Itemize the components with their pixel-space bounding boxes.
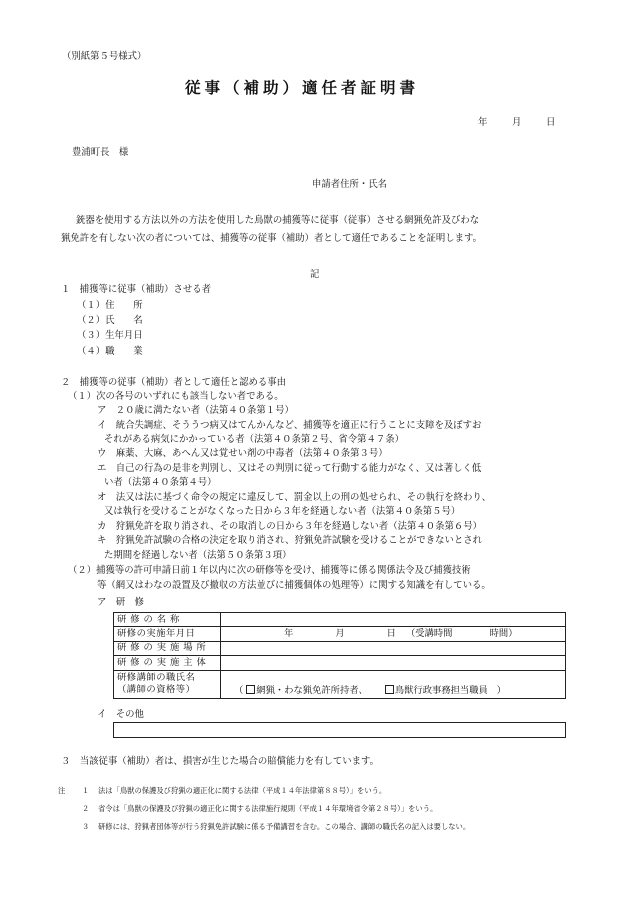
note-1: 法は「鳥獣の保護及び狩猟の適正化に関する法律（平成１４年法律第８８号）」をいう。 [98, 786, 387, 795]
section1-heading: １ 捕獲等に従事（補助）させる者 [61, 284, 212, 295]
other-label: イ その他 [97, 709, 144, 720]
applicant-label: 申請者住所・氏名 [312, 179, 388, 190]
condition-line: それがある病気にかかっている者（法第４０条第２号、省令第４７条） [104, 434, 405, 445]
training-place-label: 研 修 の 実 施 場 所 [114, 641, 221, 655]
intro-line-2: 猟免許を有しない次の者については、捕獲等の従事（補助）者として適任であることを証明します。 [61, 233, 482, 244]
date-month-label: 月 [512, 117, 522, 128]
condition-line: キ 狩猟免許試験の合格の決定を取り消され、狩猟免許試験を受けることができないとされ [97, 535, 482, 546]
instructor-open-paren: （ [234, 684, 244, 696]
condition-line: 又は執行を受けることがなくなった日から３年を経過しない者（法第４０条第５号） [104, 506, 461, 517]
condition-line: ウ 麻薬、大麻、あへん又は覚せい剤の中毒者（法第４０条第３号） [97, 448, 388, 459]
notes-mark: 注 [58, 786, 66, 795]
training-place-field[interactable] [221, 641, 566, 655]
training-date-field[interactable] [221, 627, 566, 641]
instructor-close-paren: ） [496, 684, 507, 696]
section1-item: （１）住 所 [77, 300, 143, 311]
license-holder-checkbox[interactable] [246, 685, 255, 694]
intro-line-1: 銃器を使用する方法以外の方法を使用した鳥獣の捕獲等に従事（従事）させる網猟免許及びわな [76, 215, 480, 226]
training-year-label: 年 [284, 628, 294, 640]
addressee: 豊浦町長 様 [72, 147, 129, 158]
training-label: ア 研 修 [97, 597, 144, 608]
section1-item: （４）職 業 [77, 346, 143, 357]
note-2: 省令は「鳥獣の保護及び狩猟の適正化に関する法律施行規則（平成１４年環境省令第２８号）」をいう。 [98, 804, 438, 813]
note-1-number: １ [82, 786, 90, 795]
condition-line: カ 狩猟免許を取り消され、その取消しの日から３年を経過しない者（法第４０条第６号） [97, 521, 482, 532]
admin-staff-label: 鳥獣行政事務担当職員 [394, 684, 488, 696]
document-title: 従事（補助）適任者証明書 [185, 78, 420, 97]
note-2-number: ２ [82, 804, 90, 813]
admin-staff-checkbox[interactable] [385, 685, 394, 694]
section2-sub2-line2: 等（網又はわなの設置及び撤収の方法並びに捕獲個体の処理等）に関する知識を有している。 [97, 580, 491, 591]
condition-line: た期間を経過しない者（法第５０条第３項） [104, 550, 292, 561]
condition-line: い者（法第４０条第４号） [104, 477, 217, 488]
instructor-label-line1: 研修講師の職氏名 [117, 672, 196, 684]
training-name-label: 研 修 の 名 称 [114, 613, 221, 627]
date-year-label: 年 [478, 117, 488, 128]
section1-item: （２）氏 名 [77, 315, 143, 326]
section2-heading: ２ 捕獲等の従事（補助）者として適任と認める事由 [61, 377, 287, 388]
condition-line: オ 法又は法に基づく命令の規定に違反して、罰金以上の刑の処せられ、その執行を終わり、 [97, 492, 492, 503]
training-month-label: 月 [335, 628, 345, 640]
other-field[interactable] [113, 722, 566, 738]
training-organizer-field[interactable] [221, 656, 566, 670]
ki-heading: 記 [310, 269, 320, 280]
training-hours-label: （受講時間 時間） [405, 628, 518, 640]
date-day-label: 日 [546, 117, 556, 128]
condition-line: イ 統合失調症、そううつ病又はてんかんなど、捕獲等を適正に行うことに支障を及ぼすお [97, 420, 482, 431]
training-day-label: 日 [386, 628, 396, 640]
section1-item: （３）生年月日 [77, 330, 143, 341]
condition-line: エ 自己の行為の是非を判別し、又はその判別に従って行動する能力がなく、又は著しく低 [97, 463, 482, 474]
instructor-label [114, 670, 221, 698]
note-3: 研修には、狩猟者団体等が行う狩猟免許試験に係る予備講習を含む。この場合、講師の職氏名の記入は要しない。 [98, 822, 471, 831]
section2-sub2-line1: （２）捕獲等の許可申請日前１年以内に次の研修等を受け、捕獲等に係る関係法令及び捕獲技術 [68, 565, 471, 576]
license-holder-label: 網猟・わな猟免許所持者、 [256, 684, 368, 696]
section2-sub1: （１）次の各号のいずれにも該当しない者である。 [68, 391, 284, 402]
note-3-number: ３ [82, 822, 90, 831]
instructor-label-line2: （講師の資格等） [117, 684, 196, 696]
condition-line: ア ２０歳に満たない者（法第４０条第１号） [97, 405, 294, 416]
instructor-field[interactable] [221, 670, 566, 698]
training-table [113, 612, 566, 699]
training-date-label: 研修の実施年月日 [114, 627, 221, 641]
training-organizer-label: 研 修 の 実 施 主 体 [114, 656, 221, 670]
training-name-field[interactable] [221, 613, 566, 627]
section3-text: ３ 当該従事（補助）者は、損害が生じた場合の賠償能力を有しています。 [61, 756, 380, 767]
form-number: （別紙第５号様式） [62, 51, 147, 62]
